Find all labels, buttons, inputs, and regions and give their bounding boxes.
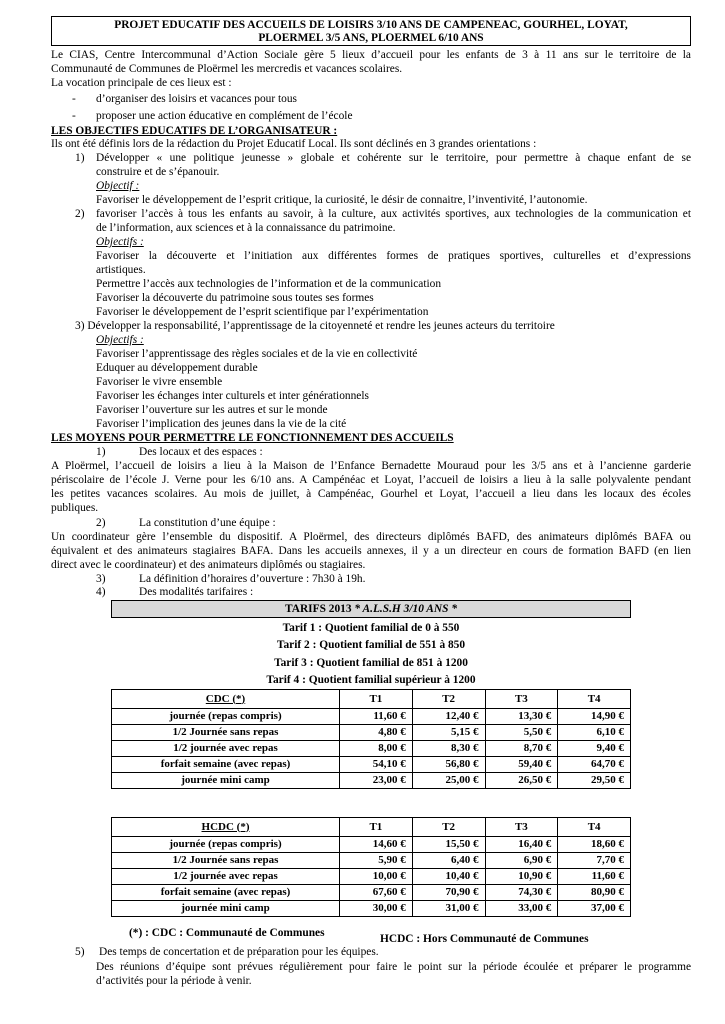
orientation-3-item-6: Favoriser l’implication des jeunes dans la vie de la cité xyxy=(96,418,347,430)
tarifs-heading-year: TARIFS 2013 xyxy=(284,603,355,615)
row-label: journée mini camp xyxy=(112,773,340,789)
price-cell: 7,70 € xyxy=(558,853,631,869)
price-cell: 74,30 € xyxy=(485,885,558,901)
orientation-1-number: 1) xyxy=(75,152,85,164)
price-cell: 29,50 € xyxy=(558,773,631,789)
table-group-label: HCDC (*) xyxy=(112,818,340,837)
moyen-2-number: 2) xyxy=(96,517,106,529)
moyen-1-line-3: les petites vacances scolaires. Au mois de juillet, à Campénéac, Gourhel et Loyat, l’accueil a lieu dans les locaux des écoles xyxy=(51,488,691,500)
orientation-3-label: Objectifs : xyxy=(96,334,144,346)
moyen-1-line-4: publiques. xyxy=(51,502,99,514)
price-cell: 33,00 € xyxy=(485,901,558,917)
quotient-line-1: Tarif 1 : Quotient familial de 0 à 550 xyxy=(282,622,460,634)
moyen-2-line-3: direct avec le coordinateur) et des animateurs diplômés ou stagiaires. xyxy=(51,559,366,571)
row-label: journée mini camp xyxy=(112,901,340,917)
moyen-5-title: Des temps de concertation et de préparation pour les équipes. xyxy=(99,946,379,958)
price-cell: 67,60 € xyxy=(340,885,413,901)
price-cell: 54,10 € xyxy=(340,757,413,773)
quotient-line-3: Tarif 3 : Quotient familial de 851 à 1200 xyxy=(274,657,468,669)
price-cell: 10,90 € xyxy=(485,869,558,885)
orientation-2-item-4: Favoriser le développement de l’esprit scientifique par l’expérimentation xyxy=(96,306,429,318)
table-row xyxy=(112,885,631,901)
table-row xyxy=(112,901,631,917)
row-label: 1/2 journée avec repas xyxy=(112,869,340,885)
table-row xyxy=(112,853,631,869)
title-line-1: PROJET EDUCATIF DES ACCUEILS DE LOISIRS 3/10 ANS DE CAMPENEAC, GOURHEL, LOYAT, xyxy=(114,19,628,31)
price-cell: 64,70 € xyxy=(558,757,631,773)
moyen-4-title: Des modalités tarifaires : xyxy=(139,586,254,598)
intro-line-1: Le CIAS, Centre Intercommunal d’Action Sociale gère 5 lieux d’accueil pour les enfants de 3 à 11 ans sur le territoire de la xyxy=(51,49,691,61)
price-cell: 8,30 € xyxy=(412,741,485,757)
column-header: T1 xyxy=(340,690,413,709)
moyen-2-line-2: équivalent et des animateurs stagiaires BAFA. Dans les accueils annexes, il y a un directeur en cours de formation BAFD (en lien xyxy=(51,545,691,557)
row-label: 1/2 Journée sans repas xyxy=(112,853,340,869)
footnote-hcdc: HCDC : Hors Communauté de Communes xyxy=(380,933,589,945)
moyen-1-number: 1) xyxy=(96,446,106,458)
orientation-2-label: Objectifs : xyxy=(96,236,144,248)
row-label: forfait semaine (avec repas) xyxy=(112,885,340,901)
moyen-4-number: 4) xyxy=(96,586,106,598)
price-cell: 6,40 € xyxy=(412,853,485,869)
price-cell: 59,40 € xyxy=(485,757,558,773)
row-label: 1/2 journée avec repas xyxy=(112,741,340,757)
orientation-3-item-5: Favoriser l’ouverture sur les autres et sur le monde xyxy=(96,404,328,416)
column-header: T4 xyxy=(558,690,631,709)
column-header: T2 xyxy=(412,690,485,709)
orientation-2-item-1-line-2: artistiques. xyxy=(96,264,146,276)
bullet-dash: - xyxy=(72,110,76,122)
quotient-line-2: Tarif 2 : Quotient familial de 551 à 850 xyxy=(276,639,466,651)
column-header: T3 xyxy=(485,818,558,837)
moyen-3-number: 3) xyxy=(96,573,106,585)
orientation-3-item-1: Favoriser l’apprentissage des règles sociales et de la vie en collectivité xyxy=(96,348,418,360)
column-header: T3 xyxy=(485,690,558,709)
moyen-5-line-1: Des réunions d’équipe sont prévues régulièrement pour faire le point sur la période écoulée et préparer le programme xyxy=(96,961,691,973)
price-cell: 15,50 € xyxy=(412,837,485,853)
orientation-2-line-2: de l’information, aux sciences et à la connaissance du patrimoine. xyxy=(96,222,396,234)
price-cell: 11,60 € xyxy=(340,709,413,725)
table-row xyxy=(112,741,631,757)
price-cell: 26,50 € xyxy=(485,773,558,789)
orientation-1-item-1: Favoriser le développement de l’esprit critique, la curiosité, le désir de connaitre, l’inventivité, l’autonomie. xyxy=(96,194,588,206)
row-label: 1/2 Journée sans repas xyxy=(112,725,340,741)
price-cell: 30,00 € xyxy=(340,901,413,917)
price-cell: 6,90 € xyxy=(485,853,558,869)
table-row xyxy=(112,773,631,789)
price-cell: 5,15 € xyxy=(412,725,485,741)
price-cell: 14,60 € xyxy=(340,837,413,853)
price-cell: 56,80 € xyxy=(412,757,485,773)
vocation-text: La vocation principale de ces lieux est : xyxy=(51,77,232,89)
bullet-dash: - xyxy=(72,93,76,105)
orientation-3-line: 3) Développer la responsabilité, l’apprentissage de la citoyenneté et rendre les jeunes acteurs du territoire xyxy=(75,320,555,332)
objectifs-heading: LES OBJECTIFS EDUCATIFS DE L’ORGANISATEUR : xyxy=(51,125,338,137)
price-cell: 5,90 € xyxy=(340,853,413,869)
table-row xyxy=(112,725,631,741)
intro-line-2: Communauté de Communes de Ploërmel les mercredis et vacances scolaires. xyxy=(51,63,403,75)
quotient-line-4: Tarif 4 : Quotient familial supérieur à 1200 xyxy=(266,674,476,686)
row-label: forfait semaine (avec repas) xyxy=(112,757,340,773)
price-cell: 18,60 € xyxy=(558,837,631,853)
table-row xyxy=(112,869,631,885)
orientation-1-label: Objectif : xyxy=(96,180,140,192)
moyen-5-line-2: d’activités pour la période à venir. xyxy=(96,975,252,987)
price-cell: 31,00 € xyxy=(412,901,485,917)
orientation-1-line-1: Développer « une politique jeunesse » globale et cohérente sur le territoire, pour permettre à chaque enfant de se xyxy=(96,152,691,164)
table-header-row xyxy=(112,818,631,837)
tarifs-heading-alsh: * A.L.S.H 3/10 ANS * xyxy=(354,603,458,615)
price-cell: 12,40 € xyxy=(412,709,485,725)
bullet-item-1: d’organiser des loisirs et vacances pour tous xyxy=(96,93,297,105)
moyen-3-title: La définition d’horaires d’ouverture : 7h30 à 19h. xyxy=(139,573,366,585)
price-cell: 37,00 € xyxy=(558,901,631,917)
tarifs-heading xyxy=(111,600,631,618)
table-group-label: CDC (*) xyxy=(112,690,340,709)
price-cell: 4,80 € xyxy=(340,725,413,741)
table-row xyxy=(112,757,631,773)
price-cell: 16,40 € xyxy=(485,837,558,853)
price-cell: 5,50 € xyxy=(485,725,558,741)
table-header-row xyxy=(112,690,631,709)
price-cell: 25,00 € xyxy=(412,773,485,789)
price-cell: 11,60 € xyxy=(558,869,631,885)
price-cell: 80,90 € xyxy=(558,885,631,901)
title-line-2: PLOERMEL 3/5 ANS, PLOERMEL 6/10 ANS xyxy=(258,32,484,44)
orientation-2-item-3: Favoriser la découverte du patrimoine sous toutes ses formes xyxy=(96,292,374,304)
orientation-2-line-1: favoriser l’accès à tous les enfants au savoir, à la culture, aux activités sportives, aux technologies de la communication et xyxy=(96,208,691,220)
column-header: T4 xyxy=(558,818,631,837)
moyen-5-number: 5) xyxy=(75,946,85,958)
row-label: journée (repas compris) xyxy=(112,837,340,853)
row-label: journée (repas compris) xyxy=(112,709,340,725)
price-cell: 10,00 € xyxy=(340,869,413,885)
price-cell: 10,40 € xyxy=(412,869,485,885)
orientation-3-item-2: Eduquer au développement durable xyxy=(96,362,258,374)
objectifs-intro: Ils ont été définis lors de la rédaction du Projet Educatif Local. Ils sont déclinés en 3 grandes orientations : xyxy=(51,138,537,150)
price-cell: 8,00 € xyxy=(340,741,413,757)
moyen-1-line-1: A Ploërmel, l’accueil de loisirs a lieu à la Maison de l’Enfance Bernadette Mouraud pour les 3/5 ans et à l’ancienne garderie xyxy=(51,460,691,472)
footnote-cdc: (*) : CDC : Communauté de Communes xyxy=(129,927,325,939)
hcdc-tarif-table xyxy=(111,817,631,917)
orientation-3-item-3: Favoriser le vivre ensemble xyxy=(96,376,223,388)
price-cell: 13,30 € xyxy=(485,709,558,725)
moyen-1-line-2: périscolaire de l’école J. Verne pour les 6/10 ans. A Campénéac et Loyat, l’accueil de loisirs a lieu à la salle polyvalente pendant xyxy=(51,474,691,486)
column-header: T1 xyxy=(340,818,413,837)
price-cell: 23,00 € xyxy=(340,773,413,789)
moyens-heading: LES MOYENS POUR PERMETTRE LE FONCTIONNEMENT DES ACCUEILS xyxy=(51,432,454,444)
moyen-1-title: Des locaux et des espaces : xyxy=(139,446,263,458)
price-cell: 6,10 € xyxy=(558,725,631,741)
moyen-2-title: La constitution d’une équipe : xyxy=(139,517,276,529)
orientation-2-item-1-line-1: Favoriser la découverte et l’initiation aux différentes formes de pratiques sportives, culturelles et d’expressions xyxy=(96,250,691,262)
title-box xyxy=(51,16,691,46)
orientation-2-number: 2) xyxy=(75,208,85,220)
table-row xyxy=(112,709,631,725)
moyen-2-line-1: Un coordinateur gère l’ensemble du dispositif. A Ploërmel, des directeurs diplômés BAFD, des animateurs diplômés BAFA ou xyxy=(51,531,691,543)
column-header: T2 xyxy=(412,818,485,837)
bullet-item-2: proposer une action éducative en complément de l’école xyxy=(96,110,353,122)
cdc-tarif-table xyxy=(111,689,631,789)
orientation-3-item-4: Favoriser les échanges inter culturels et inter générationnels xyxy=(96,390,369,402)
price-cell: 14,90 € xyxy=(558,709,631,725)
price-cell: 9,40 € xyxy=(558,741,631,757)
price-cell: 70,90 € xyxy=(412,885,485,901)
table-row xyxy=(112,837,631,853)
price-cell: 8,70 € xyxy=(485,741,558,757)
orientation-2-item-2: Permettre l’accès aux technologies de l’information et de la communication xyxy=(96,278,442,290)
orientation-1-line-2: construire et de s’épanouir. xyxy=(96,166,220,178)
